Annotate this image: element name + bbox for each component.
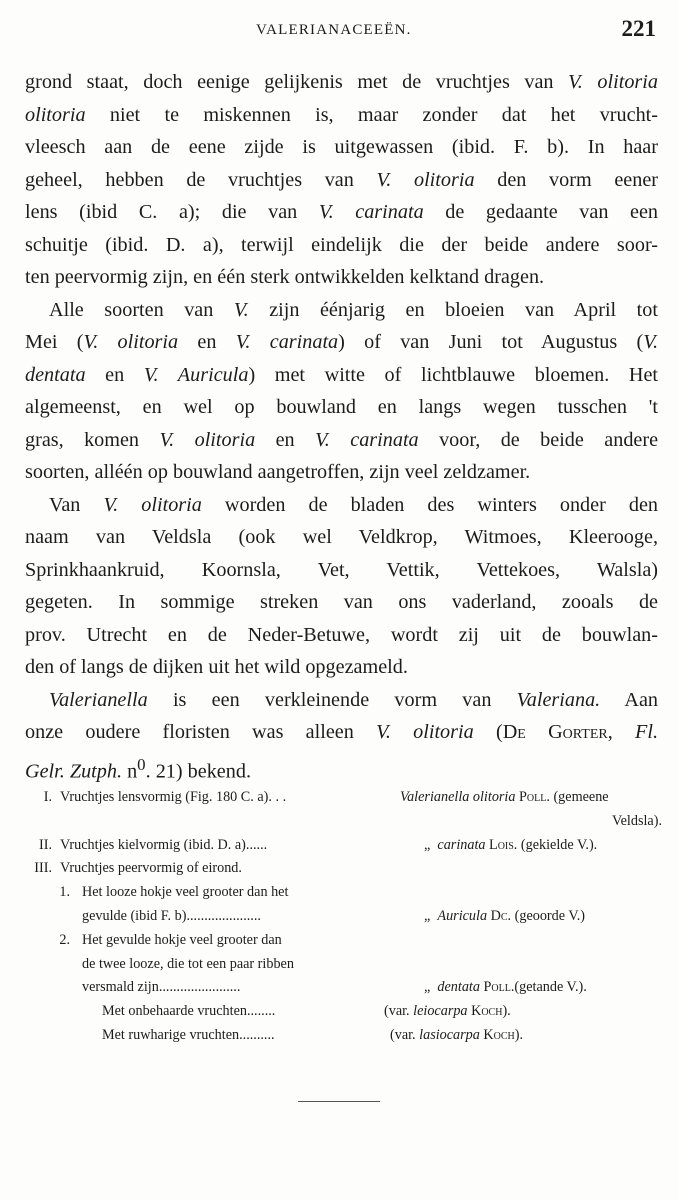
key-row: 2. Het gevulde hokje veel grooter dan bbox=[59, 931, 282, 948]
text-line: vleesch aan de eene zijde is uitgewassen (ibid. F. b). In haar bbox=[25, 136, 658, 158]
running-title: VALERIANACEEËN. bbox=[256, 22, 412, 38]
text-line: Mei (V. olitoria en V. carinata) of van Juni tot Augustus (V. bbox=[25, 331, 659, 353]
page-header bbox=[0, 16, 678, 50]
text-line: schuitje (ibid. D. a), terwijl eindelijk die der beide andere soor- bbox=[25, 233, 658, 256]
text-line: onze oudere floristen was alleen V. olitoria (De Gorter, Fl. bbox=[25, 721, 659, 743]
text-line: ten peervormig zijn, en één sterk ontwikkelden kelktand dragen. bbox=[25, 266, 545, 288]
key-row: I. Vruchtjes lensvormig (Fig. 180 C. a). . . Valerianella olitoria Poll. (gemeene bbox=[43, 789, 609, 805]
text-line: Gelr. Zutph. $n^0$. 21) bekend. bbox=[25, 754, 251, 783]
text-line: grond staat, doch eenige gelijkenis met de vruchtjes van V. olitoria bbox=[25, 71, 658, 93]
key-row: III. Vruchtjes peervormig of eirond. bbox=[34, 860, 242, 877]
text-line: Valerianella is een verkleinende vorm van Valeriana. Aan bbox=[49, 688, 659, 711]
key-row: II. Vruchtjes kielvormig (ibid. D. a)...... „ carinata Lois. (gekielde V.). bbox=[39, 836, 598, 853]
text-line: geheel, hebben de vruchtjes van V. olitoria den vorm eener bbox=[25, 168, 659, 191]
text-line: den of langs de dijken uit het wild opgezameld. bbox=[25, 656, 408, 678]
text-line: gegeten. In sommige streken van ons vaderland, zooals de bbox=[25, 591, 658, 613]
species-key bbox=[22, 786, 662, 1048]
key-row: de twee looze, die tot een paar ribben bbox=[82, 955, 294, 972]
text-line: prov. Utrecht en de Neder-Betuwe, wordt zij uit de bouwlan- bbox=[25, 623, 658, 646]
key-row: 1. Het looze hokje veel grooter dan het bbox=[59, 884, 289, 901]
text-line: naam van Veldsla (ook wel Veldkrop, Witmoes, Kleerooge, bbox=[25, 526, 658, 548]
text-line: Alle soorten van V. zijn éénjarig en bloeien van April tot bbox=[49, 298, 658, 321]
text-line: olitoria niet te miskennen is, maar zonder dat het vrucht- bbox=[25, 103, 658, 126]
text-line: dentata en V. Auricula) met witte of lichtblauwe bloemen. Het bbox=[25, 363, 659, 386]
text-line: gras, komen V. olitoria en V. carinata voor, de beide andere bbox=[25, 428, 659, 451]
key-row: Met onbehaarde vruchten........ (var. leiocarpa Koch). bbox=[102, 1003, 511, 1020]
key-row: gevulde (ibid F. b)..................... „ Auricula Dc. (geoorde V.) bbox=[82, 907, 586, 924]
body-text bbox=[25, 66, 658, 781]
text-line: lens (ibid C. a); die van V. carinata de gedaante van een bbox=[25, 201, 659, 223]
key-row: versmald zijn....................... „ dentata Poll.(getande V.). bbox=[82, 979, 587, 996]
text-line: Van V. olitoria worden de bladen des winters onder den bbox=[49, 493, 658, 516]
key-row: Veldsla). bbox=[611, 812, 662, 829]
text-line: Sprinkhaankruid, Koornsla, Vet, Vettik, Vettekoes, Walsla) bbox=[25, 558, 658, 581]
page-number: 221 bbox=[621, 16, 656, 41]
text-line: algemeenst, en wel op bouwland en langs wegen tusschen 't bbox=[25, 396, 658, 418]
key-row: Met ruwharige vruchten.......... (var. lasiocarpa Koch). bbox=[102, 1026, 524, 1043]
end-rule bbox=[298, 1101, 380, 1102]
text-line: soorten, alléén op bouwland aangetroffen, zijn veel zeldzamer. bbox=[25, 461, 531, 483]
